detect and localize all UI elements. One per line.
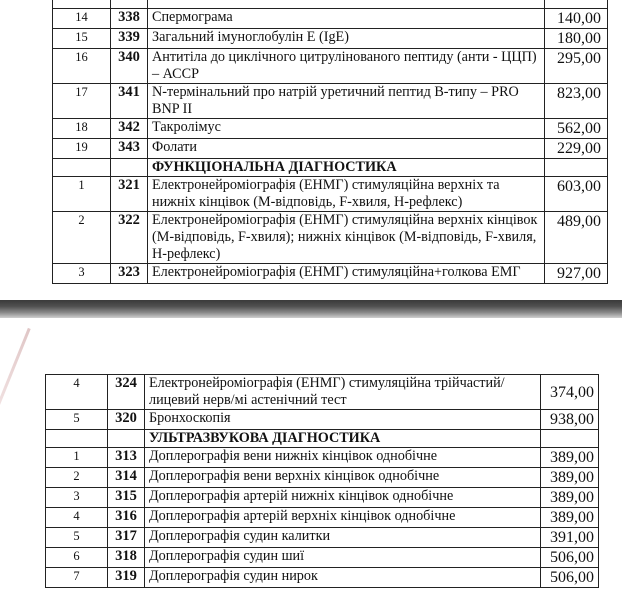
row-number: 1 — [46, 448, 108, 468]
price-table-body — [46, 375, 599, 588]
service-price: 938,00 — [541, 410, 599, 430]
service-name: Доплерографія вени нижніх кінцівок однобічне — [145, 448, 541, 468]
service-price: 229,00 — [545, 139, 608, 159]
row-number: 2 — [46, 468, 108, 488]
service-name: Бронхоскопія — [145, 410, 541, 430]
service-name: N-термінальний про натрій уретичний пептид В-типу – PRO BNP II — [148, 84, 545, 119]
service-code: 316 — [108, 508, 145, 528]
table-row — [53, 9, 608, 29]
service-code: 319 — [108, 568, 145, 588]
service-name: Доплерографія артерій верхніх кінцівок однобічне — [145, 508, 541, 528]
table-row — [46, 548, 599, 568]
service-price — [545, 159, 608, 177]
row-number — [46, 430, 108, 448]
service-name: Доплерографія судин шиї — [145, 548, 541, 568]
service-code: 342 — [111, 119, 148, 139]
row-number: 3 — [46, 488, 108, 508]
row-number — [53, 159, 111, 177]
service-name — [148, 0, 545, 9]
row-number: 4 — [46, 375, 108, 410]
section-header-row — [53, 159, 608, 177]
service-price: 391,00 — [541, 528, 599, 548]
table-row — [53, 139, 608, 159]
row-number — [53, 0, 111, 9]
row-number: 2 — [53, 212, 111, 264]
row-number: 6 — [46, 548, 108, 568]
row-number: 5 — [46, 528, 108, 548]
table-row — [53, 212, 608, 264]
service-code — [111, 159, 148, 177]
service-code: 324 — [108, 375, 145, 410]
service-name: Доплерографія судин нирок — [145, 568, 541, 588]
table-row — [53, 29, 608, 49]
table-row — [46, 488, 599, 508]
price-table-body — [53, 0, 608, 284]
row-number: 19 — [53, 139, 111, 159]
table-row — [46, 448, 599, 468]
service-price — [545, 0, 608, 9]
row-number: 14 — [53, 9, 111, 29]
service-code: 317 — [108, 528, 145, 548]
service-name: Доплерографія вени верхніх кінцівок однобічне — [145, 468, 541, 488]
service-price: 927,00 — [545, 264, 608, 284]
service-code: 338 — [111, 9, 148, 29]
section-title: ФУНКЦІОНАЛЬНА ДІАГНОСТИКА — [148, 159, 545, 177]
table-row — [46, 508, 599, 528]
service-price: 374,00 — [541, 375, 599, 410]
service-price: 603,00 — [545, 177, 608, 212]
row-number: 3 — [53, 264, 111, 284]
document-page-1 — [0, 0, 622, 300]
service-price: 823,00 — [545, 84, 608, 119]
row-number: 4 — [46, 508, 108, 528]
service-name: Електронейроміографія (ЕНМГ) стимуляційна верхніх кінцівок (М-відповідь, F-хвиля); нижніх кінцівок (М-відповідь, F-хвиля, Н-рефлекс) — [148, 212, 545, 264]
service-price: 562,00 — [545, 119, 608, 139]
table-row — [53, 264, 608, 284]
service-code: 320 — [108, 410, 145, 430]
service-price: 489,00 — [545, 212, 608, 264]
service-code: 313 — [108, 448, 145, 468]
service-code: 318 — [108, 548, 145, 568]
service-name: Доплерографія артерій нижніх кінцівок однобічне — [145, 488, 541, 508]
service-name: Доплерографія судин калитки — [145, 528, 541, 548]
table-row — [53, 0, 608, 9]
table-row — [46, 468, 599, 488]
service-code: 339 — [111, 29, 148, 49]
row-number: 17 — [53, 84, 111, 119]
service-code: 314 — [108, 468, 145, 488]
service-price: 295,00 — [545, 49, 608, 84]
price-table-page-2 — [45, 374, 599, 588]
service-price: 389,00 — [541, 448, 599, 468]
table-row — [46, 375, 599, 410]
service-name: Загальний імуноглобулін Е (IgE) — [148, 29, 545, 49]
service-code: 323 — [111, 264, 148, 284]
table-row — [53, 119, 608, 139]
row-number: 7 — [46, 568, 108, 588]
section-title: УЛЬТРАЗВУКОВА ДІАГНОСТИКА — [145, 430, 541, 448]
page-gap — [0, 300, 622, 318]
table-row — [46, 410, 599, 430]
table-row — [53, 177, 608, 212]
table-row — [46, 568, 599, 588]
service-price: 389,00 — [541, 468, 599, 488]
service-price: 506,00 — [541, 548, 599, 568]
table-row — [53, 49, 608, 84]
row-number: 1 — [53, 177, 111, 212]
service-code: 315 — [108, 488, 145, 508]
service-code — [108, 430, 145, 448]
row-number: 5 — [46, 410, 108, 430]
service-price: 389,00 — [541, 508, 599, 528]
service-name: Електронейроміографія (ЕНМГ) стимуляційна верхніх та нижніх кінцівок (М-відповідь, F-хвиля, Н-рефлекс) — [148, 177, 545, 212]
service-price: 140,00 — [545, 9, 608, 29]
service-code — [111, 0, 148, 9]
service-code: 340 — [111, 49, 148, 84]
service-code: 321 — [111, 177, 148, 212]
service-name: Антитіла до циклічного цитрулінованого пептиду (анти - ЦЦП) – АССР — [148, 49, 545, 84]
service-name: Такролімус — [148, 119, 545, 139]
price-table-page-1 — [52, 0, 608, 284]
table-row — [53, 84, 608, 119]
service-name: Електронейроміографія (ЕНМГ) стимуляційна трійчастий/лицевий нерв/мі астенічний тест — [145, 375, 541, 410]
service-price: 389,00 — [541, 488, 599, 508]
row-number: 16 — [53, 49, 111, 84]
service-price: 180,00 — [545, 29, 608, 49]
document-page-2 — [0, 318, 622, 606]
service-code: 343 — [111, 139, 148, 159]
service-price — [541, 430, 599, 448]
service-code: 322 — [111, 212, 148, 264]
table-row — [46, 528, 599, 548]
row-number: 15 — [53, 29, 111, 49]
service-name: Фолати — [148, 139, 545, 159]
service-code: 341 — [111, 84, 148, 119]
service-price: 506,00 — [541, 568, 599, 588]
row-number: 18 — [53, 119, 111, 139]
section-header-row — [46, 430, 599, 448]
service-name: Електронейроміографія (ЕНМГ) стимуляційна+голкова ЕМГ — [148, 264, 545, 284]
service-name: Спермограма — [148, 9, 545, 29]
